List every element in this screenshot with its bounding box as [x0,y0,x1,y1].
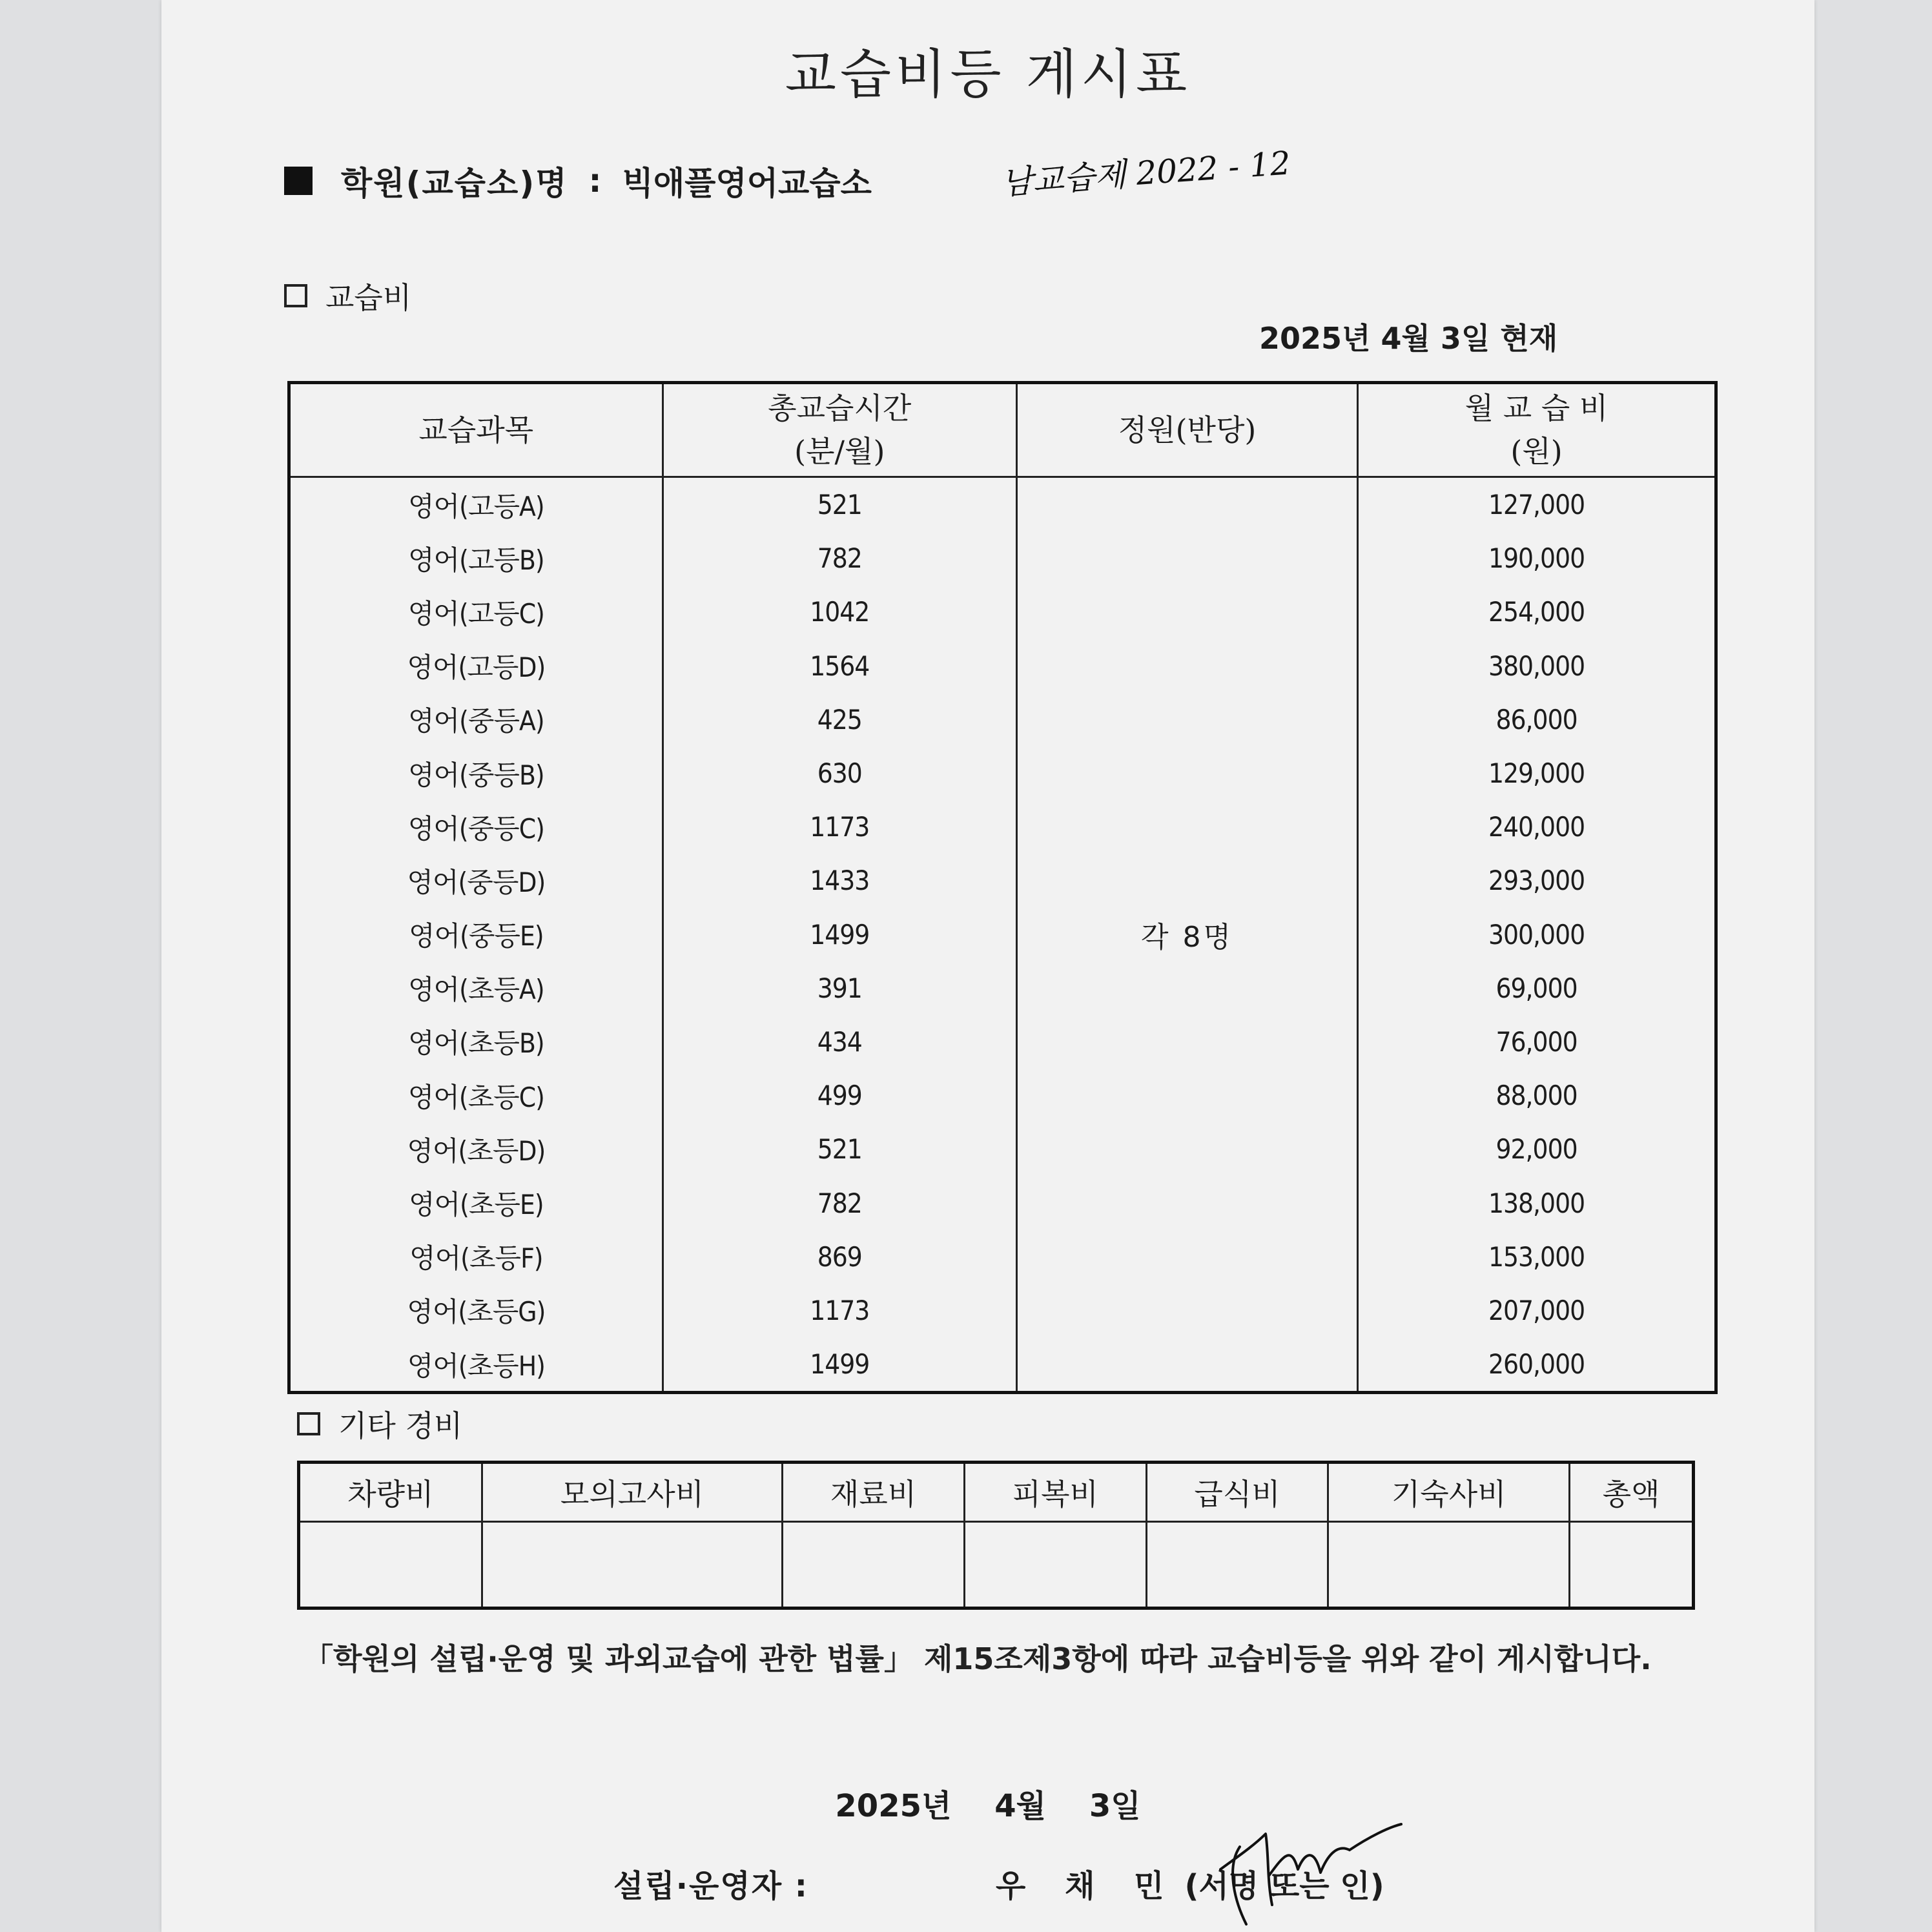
cell-subject: 영어(초등H) [289,1337,663,1393]
cell-minutes: 782 [663,1176,1016,1229]
cell-fee: 207,000 [1488,1294,1585,1326]
other-expenses-heading [297,1403,462,1445]
table-row [289,854,1716,907]
cell-total [1570,1522,1694,1608]
cell-dormitory-fee [1328,1522,1570,1608]
cell-fee: 380,000 [1488,650,1585,682]
header-material-fee: 재료비 [783,1463,965,1522]
table-row [289,746,1716,800]
cell-minutes: 499 [663,1069,1016,1122]
table-row [289,693,1716,746]
table-row [289,961,1716,1015]
cell-fee: 138,000 [1488,1187,1585,1219]
cell-fee: 76,000 [1495,1025,1577,1058]
academy-separator: : [588,162,602,200]
table-row [289,1337,1716,1393]
cell-fee: 69,000 [1495,972,1577,1004]
table-row [289,1122,1716,1176]
cell-minutes: 1173 [663,800,1016,854]
checkbox-icon [284,284,307,307]
cell-fee: 88,000 [1495,1080,1577,1112]
cell-subject: 영어(초등E) [289,1176,663,1229]
other-expenses-value-row [299,1522,1694,1608]
legal-notice: 「학원의 설립·운영 및 과외교습에 관한 법률」 제15조제3항에 따라 교습비등을 위와 같이 게시합니다. [303,1641,1652,1676]
cell-fee: 153,000 [1488,1240,1585,1273]
tuition-table [287,381,1718,1394]
cell-minutes: 425 [663,693,1016,746]
table-row [289,531,1716,585]
cell-subject: 영어(고등D) [289,639,663,693]
tuition-section-heading [284,274,411,317]
cell-subject: 영어(초등B) [289,1015,663,1069]
cell-minutes: 521 [663,1122,1016,1176]
cell-mock-exam-fee [482,1522,782,1608]
cell-vehicle-fee [299,1522,482,1608]
tuition-heading-text: 교습비 [325,280,412,315]
registration-number-handwritten: 남교습제 2022 - 12 [1000,144,1292,202]
header-vehicle-fee: 차량비 [299,1463,482,1522]
table-row [289,800,1716,854]
notice-paper [161,0,1814,1932]
cell-fee: 129,000 [1488,757,1585,790]
header-clothing-fee: 피복비 [964,1463,1146,1522]
cell-fee: 254,000 [1488,596,1585,628]
academy-label: 학원(교습소)명 [341,165,568,202]
cell-subject: 영어(중등D) [289,854,663,907]
cell-minutes: 1499 [663,908,1016,961]
sign-date: 2025년 4월 3일 [835,1788,1141,1824]
header-monthly-fee-line1: 월 교 습 비 [1464,391,1608,426]
cell-meal-fee [1146,1522,1328,1608]
cell-subject: 영어(초등A) [289,961,663,1015]
header-mock-exam-fee: 모의고사비 [482,1463,782,1522]
black-square-bullet-icon [284,167,313,195]
document-title: 교습비등 게시표 [785,44,1191,105]
table-row [289,908,1716,961]
cell-minutes: 1499 [663,1337,1016,1393]
cell-subject: 영어(초등C) [289,1069,663,1122]
cell-clothing-fee [964,1522,1146,1608]
cell-fee: 300,000 [1488,918,1585,951]
cell-subject: 영어(초등F) [289,1230,663,1284]
cell-minutes: 869 [663,1230,1016,1284]
cell-minutes: 782 [663,531,1016,585]
header-monthly-fee-line2: (원) [1510,434,1563,469]
signature-note: (서명 또는 인) [1184,1868,1384,1904]
cell-subject: 영어(고등B) [289,531,663,585]
other-expenses-heading-text: 기타 경비 [338,1408,463,1443]
table-row [289,1176,1716,1229]
cell-minutes: 1042 [663,585,1016,639]
academy-line [284,155,872,207]
handwritten-signature [1195,1808,1414,1931]
cell-subject: 영어(고등A) [289,477,663,532]
cell-subject: 영어(초등G) [289,1284,663,1337]
cell-minutes: 434 [663,1015,1016,1069]
cell-fee: 190,000 [1488,542,1585,575]
cell-minutes: 391 [663,961,1016,1015]
cell-capacity: 각 8명 [1016,477,1357,1393]
cell-fee: 127,000 [1488,489,1585,521]
tuition-table-body [289,477,1716,1393]
header-dormitory-fee: 기숙사비 [1328,1463,1570,1522]
table-row [289,639,1716,693]
cell-minutes: 630 [663,746,1016,800]
cell-fee: 260,000 [1488,1348,1585,1381]
founder-label: 설립·운영자 : [613,1868,808,1904]
table-row [289,1284,1716,1337]
table-row [289,585,1716,639]
header-meal-fee: 급식비 [1146,1463,1328,1522]
other-expenses-table [297,1461,1695,1610]
other-expenses-header-row [299,1463,1694,1522]
cell-minutes: 1173 [663,1284,1016,1337]
header-total-time-line2: (분/월) [794,434,885,469]
cell-minutes: 1433 [663,854,1016,907]
header-monthly-fee [1358,383,1716,477]
table-row [289,1230,1716,1284]
cell-material-fee [783,1522,965,1608]
cell-subject: 영어(중등B) [289,746,663,800]
cell-subject: 영어(중등A) [289,693,663,746]
as-of-date: 2025년 4월 3일 현재 [1259,321,1558,356]
header-capacity: 정원(반당) [1016,383,1357,477]
table-row [289,477,1716,532]
cell-minutes: 1564 [663,639,1016,693]
checkbox-icon [297,1412,320,1435]
table-row [289,1069,1716,1122]
cell-minutes: 521 [663,477,1016,532]
tuition-header-row [289,383,1716,477]
cell-fee: 240,000 [1488,811,1585,843]
header-total-time-line1: 총교습시간 [768,391,912,426]
header-subject: 교습과목 [289,383,663,477]
table-row [289,1015,1716,1069]
cell-subject: 영어(중등E) [289,908,663,961]
cell-fee: 92,000 [1495,1133,1577,1166]
academy-name: 빅애플영어교습소 [622,165,872,202]
cell-fee: 293,000 [1488,865,1585,897]
cell-fee: 86,000 [1495,703,1577,735]
cell-subject: 영어(중등C) [289,800,663,854]
cell-subject: 영어(초등D) [289,1122,663,1176]
header-total: 총액 [1570,1463,1694,1522]
cell-subject: 영어(고등C) [289,585,663,639]
founder-name: 우 채 민 [995,1868,1178,1904]
header-total-time [663,383,1016,477]
